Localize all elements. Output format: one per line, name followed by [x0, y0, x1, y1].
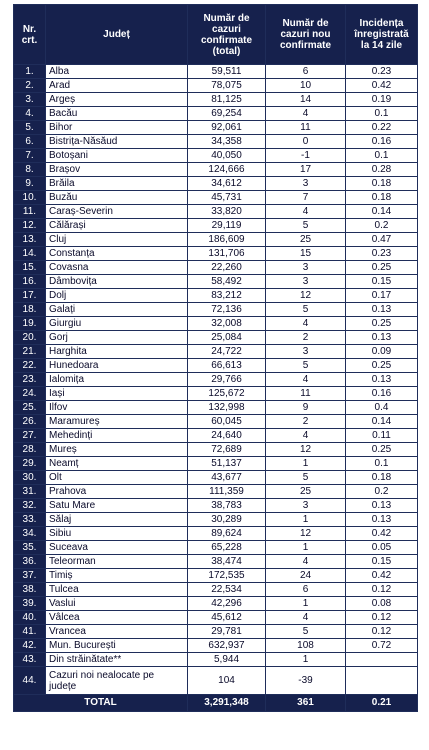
confirmed-total: 45,612 — [188, 611, 266, 625]
row-number: 18. — [14, 303, 46, 317]
incidence-14d: 0.42 — [346, 569, 418, 583]
row-number: 28. — [14, 443, 46, 457]
confirmed-total: 58,492 — [188, 275, 266, 289]
incidence-14d: 0.13 — [346, 513, 418, 527]
incidence-14d: 0.14 — [346, 415, 418, 429]
incidence-14d: 0.05 — [346, 541, 418, 555]
total-new: 361 — [266, 695, 346, 712]
incidence-14d: 0.72 — [346, 639, 418, 653]
county-name: Covasna — [46, 261, 188, 275]
county-name: Dâmbovița — [46, 275, 188, 289]
row-number: 34. — [14, 527, 46, 541]
confirmed-total: 69,254 — [188, 107, 266, 121]
confirmed-total: 632,937 — [188, 639, 266, 653]
incidence-14d: 0.25 — [346, 261, 418, 275]
new-cases: 4 — [266, 317, 346, 331]
incidence-14d: 0.25 — [346, 317, 418, 331]
new-cases: 1 — [266, 457, 346, 471]
table-row — [14, 485, 418, 499]
new-cases: 4 — [266, 373, 346, 387]
new-cases: -39 — [266, 667, 346, 695]
table-row — [14, 275, 418, 289]
new-cases: 1 — [266, 597, 346, 611]
county-name: Bistrița-Năsăud — [46, 135, 188, 149]
incidence-14d: 0.13 — [346, 303, 418, 317]
table-row — [14, 457, 418, 471]
new-cases: 9 — [266, 401, 346, 415]
confirmed-total: 60,045 — [188, 415, 266, 429]
new-cases: 5 — [266, 303, 346, 317]
table-row — [14, 555, 418, 569]
header-row — [14, 5, 418, 65]
header-nr: Nr. crt. — [14, 5, 46, 65]
confirmed-total: 29,766 — [188, 373, 266, 387]
header-incidence: Incidența înregistrată la 14 zile — [346, 5, 418, 65]
table-row — [14, 345, 418, 359]
confirmed-total: 34,612 — [188, 177, 266, 191]
row-number: 19. — [14, 317, 46, 331]
new-cases: 7 — [266, 191, 346, 205]
table-row — [14, 429, 418, 443]
new-cases: 11 — [266, 387, 346, 401]
county-name: Iași — [46, 387, 188, 401]
row-number: 25. — [14, 401, 46, 415]
total-incidence: 0.21 — [346, 695, 418, 712]
incidence-14d: 0.16 — [346, 135, 418, 149]
confirmed-total: 29,781 — [188, 625, 266, 639]
county-name: Mureș — [46, 443, 188, 457]
row-number: 44. — [14, 667, 46, 695]
confirmed-total: 172,535 — [188, 569, 266, 583]
row-number: 40. — [14, 611, 46, 625]
table-row — [14, 65, 418, 79]
confirmed-total: 38,783 — [188, 499, 266, 513]
new-cases: 25 — [266, 485, 346, 499]
confirmed-total: 186,609 — [188, 233, 266, 247]
county-name: Mun. București — [46, 639, 188, 653]
confirmed-total: 104 — [188, 667, 266, 695]
county-name: Olt — [46, 471, 188, 485]
new-cases: 2 — [266, 415, 346, 429]
incidence-14d: 0.1 — [346, 107, 418, 121]
new-cases: 14 — [266, 93, 346, 107]
incidence-14d: 0.19 — [346, 93, 418, 107]
new-cases: 3 — [266, 499, 346, 513]
row-number: 8. — [14, 163, 46, 177]
incidence-14d: 0.09 — [346, 345, 418, 359]
covid-county-table-container — [13, 4, 417, 712]
county-name: Vaslui — [46, 597, 188, 611]
table-row — [14, 191, 418, 205]
incidence-14d: 0.28 — [346, 163, 418, 177]
incidence-14d: 0.11 — [346, 429, 418, 443]
new-cases: 6 — [266, 583, 346, 597]
row-number: 24. — [14, 387, 46, 401]
row-number: 29. — [14, 457, 46, 471]
table-row — [14, 317, 418, 331]
incidence-14d: 0.08 — [346, 597, 418, 611]
table-row — [14, 205, 418, 219]
row-number: 33. — [14, 513, 46, 527]
table-row — [14, 331, 418, 345]
table-row — [14, 569, 418, 583]
incidence-14d: 0.12 — [346, 611, 418, 625]
incidence-14d: 0.15 — [346, 275, 418, 289]
table-row — [14, 387, 418, 401]
row-number: 4. — [14, 107, 46, 121]
county-name: Tulcea — [46, 583, 188, 597]
incidence-14d: 0.18 — [346, 191, 418, 205]
new-cases: 12 — [266, 289, 346, 303]
county-name: Ilfov — [46, 401, 188, 415]
row-number: 36. — [14, 555, 46, 569]
new-cases: 15 — [266, 247, 346, 261]
row-number: 43. — [14, 653, 46, 667]
confirmed-total: 34,358 — [188, 135, 266, 149]
county-name: Brașov — [46, 163, 188, 177]
new-cases: 25 — [266, 233, 346, 247]
table-row — [14, 653, 418, 667]
confirmed-total: 92,061 — [188, 121, 266, 135]
confirmed-total: 25,084 — [188, 331, 266, 345]
county-name: Giurgiu — [46, 317, 188, 331]
row-number: 12. — [14, 219, 46, 233]
county-name: Ialomița — [46, 373, 188, 387]
incidence-14d: 0.23 — [346, 65, 418, 79]
table-row — [14, 625, 418, 639]
new-cases: 1 — [266, 653, 346, 667]
new-cases: 5 — [266, 219, 346, 233]
county-name: Călărași — [46, 219, 188, 233]
row-number: 3. — [14, 93, 46, 107]
table-row — [14, 79, 418, 93]
county-name: Galați — [46, 303, 188, 317]
new-cases: 4 — [266, 205, 346, 219]
new-cases: 3 — [266, 177, 346, 191]
county-name: Caraș-Severin — [46, 205, 188, 219]
confirmed-total: 32,008 — [188, 317, 266, 331]
new-cases: 4 — [266, 555, 346, 569]
new-cases: 5 — [266, 625, 346, 639]
row-number: 41. — [14, 625, 46, 639]
table-row — [14, 359, 418, 373]
table-row — [14, 135, 418, 149]
row-number: 7. — [14, 149, 46, 163]
county-name: Prahova — [46, 485, 188, 499]
table-row — [14, 527, 418, 541]
incidence-14d: 0.13 — [346, 499, 418, 513]
new-cases: 4 — [266, 429, 346, 443]
new-cases: 1 — [266, 513, 346, 527]
table-footer — [14, 695, 418, 712]
county-name: Brăila — [46, 177, 188, 191]
confirmed-total: 125,672 — [188, 387, 266, 401]
county-name: Sălaj — [46, 513, 188, 527]
new-cases: 3 — [266, 275, 346, 289]
county-name: Dolj — [46, 289, 188, 303]
total-confirmed: 3,291,348 — [188, 695, 266, 712]
county-name: Argeș — [46, 93, 188, 107]
county-name: Constanța — [46, 247, 188, 261]
row-number: 6. — [14, 135, 46, 149]
new-cases: 5 — [266, 359, 346, 373]
county-name: Neamț — [46, 457, 188, 471]
row-number: 30. — [14, 471, 46, 485]
table-row — [14, 499, 418, 513]
confirmed-total: 5,944 — [188, 653, 266, 667]
table-row — [14, 667, 418, 695]
header-new: Număr de cazuri nou confirmate — [266, 5, 346, 65]
new-cases: 12 — [266, 527, 346, 541]
table-row — [14, 163, 418, 177]
row-number: 27. — [14, 429, 46, 443]
incidence-14d: 0.18 — [346, 177, 418, 191]
row-number: 2. — [14, 79, 46, 93]
confirmed-total: 132,998 — [188, 401, 266, 415]
incidence-14d: 0.17 — [346, 289, 418, 303]
incidence-14d: 0.15 — [346, 555, 418, 569]
new-cases: 5 — [266, 471, 346, 485]
confirmed-total: 29,119 — [188, 219, 266, 233]
row-number: 32. — [14, 499, 46, 513]
county-name: Timiș — [46, 569, 188, 583]
table-row — [14, 597, 418, 611]
incidence-14d: 0.23 — [346, 247, 418, 261]
county-name: Din străinătate** — [46, 653, 188, 667]
table-row — [14, 415, 418, 429]
confirmed-total: 89,624 — [188, 527, 266, 541]
incidence-14d: 0.13 — [346, 373, 418, 387]
new-cases: 12 — [266, 443, 346, 457]
table-row — [14, 373, 418, 387]
confirmed-total: 65,228 — [188, 541, 266, 555]
table-row — [14, 219, 418, 233]
table-row — [14, 513, 418, 527]
county-name: Cluj — [46, 233, 188, 247]
header-confirmed: Număr de cazuri confirmate (total) — [188, 5, 266, 65]
confirmed-total: 43,677 — [188, 471, 266, 485]
table-row — [14, 639, 418, 653]
row-number: 21. — [14, 345, 46, 359]
incidence-14d: 0.22 — [346, 121, 418, 135]
incidence-14d: 0.2 — [346, 219, 418, 233]
row-number: 22. — [14, 359, 46, 373]
incidence-14d: 0.42 — [346, 79, 418, 93]
total-row — [14, 695, 418, 712]
incidence-14d — [346, 653, 418, 667]
new-cases: 0 — [266, 135, 346, 149]
incidence-14d: 0.25 — [346, 443, 418, 457]
row-number: 13. — [14, 233, 46, 247]
row-number: 11. — [14, 205, 46, 219]
confirmed-total: 38,474 — [188, 555, 266, 569]
row-number: 37. — [14, 569, 46, 583]
county-name: Hunedoara — [46, 359, 188, 373]
row-number: 17. — [14, 289, 46, 303]
row-number: 35. — [14, 541, 46, 555]
confirmed-total: 40,050 — [188, 149, 266, 163]
row-number: 23. — [14, 373, 46, 387]
row-number: 5. — [14, 121, 46, 135]
table-row — [14, 289, 418, 303]
county-name: Arad — [46, 79, 188, 93]
new-cases: -1 — [266, 149, 346, 163]
new-cases: 10 — [266, 79, 346, 93]
confirmed-total: 124,666 — [188, 163, 266, 177]
new-cases: 3 — [266, 345, 346, 359]
total-label: TOTAL — [14, 695, 188, 712]
table-row — [14, 611, 418, 625]
confirmed-total: 22,534 — [188, 583, 266, 597]
county-name: Mehedinți — [46, 429, 188, 443]
confirmed-total: 66,613 — [188, 359, 266, 373]
confirmed-total: 51,137 — [188, 457, 266, 471]
confirmed-total: 59,511 — [188, 65, 266, 79]
county-name: Alba — [46, 65, 188, 79]
new-cases: 2 — [266, 331, 346, 345]
new-cases: 4 — [266, 107, 346, 121]
table-row — [14, 247, 418, 261]
new-cases: 3 — [266, 261, 346, 275]
new-cases: 108 — [266, 639, 346, 653]
incidence-14d: 0.4 — [346, 401, 418, 415]
table-row — [14, 93, 418, 107]
new-cases: 24 — [266, 569, 346, 583]
confirmed-total: 42,296 — [188, 597, 266, 611]
confirmed-total: 78,075 — [188, 79, 266, 93]
row-number: 42. — [14, 639, 46, 653]
confirmed-total: 24,722 — [188, 345, 266, 359]
confirmed-total: 33,820 — [188, 205, 266, 219]
incidence-14d: 0.18 — [346, 471, 418, 485]
table-row — [14, 401, 418, 415]
confirmed-total: 72,689 — [188, 443, 266, 457]
table-body — [14, 65, 418, 695]
table-row — [14, 233, 418, 247]
row-number: 20. — [14, 331, 46, 345]
new-cases: 4 — [266, 611, 346, 625]
table-row — [14, 107, 418, 121]
table-row — [14, 471, 418, 485]
county-name: Buzău — [46, 191, 188, 205]
county-name: Sibiu — [46, 527, 188, 541]
row-number: 39. — [14, 597, 46, 611]
confirmed-total: 111,359 — [188, 485, 266, 499]
row-number: 16. — [14, 275, 46, 289]
county-name: Vrancea — [46, 625, 188, 639]
table-row — [14, 583, 418, 597]
county-name: Botoșani — [46, 149, 188, 163]
row-number: 1. — [14, 65, 46, 79]
incidence-14d: 0.1 — [346, 457, 418, 471]
confirmed-total: 83,212 — [188, 289, 266, 303]
county-name: Vâlcea — [46, 611, 188, 625]
confirmed-total: 131,706 — [188, 247, 266, 261]
row-number: 38. — [14, 583, 46, 597]
confirmed-total: 81,125 — [188, 93, 266, 107]
table-row — [14, 261, 418, 275]
confirmed-total: 30,289 — [188, 513, 266, 527]
county-name: Harghita — [46, 345, 188, 359]
new-cases: 11 — [266, 121, 346, 135]
county-name: Maramureș — [46, 415, 188, 429]
incidence-14d: 0.2 — [346, 485, 418, 499]
incidence-14d: 0.16 — [346, 387, 418, 401]
table-header — [14, 5, 418, 65]
confirmed-total: 24,640 — [188, 429, 266, 443]
confirmed-total: 72,136 — [188, 303, 266, 317]
row-number: 10. — [14, 191, 46, 205]
row-number: 26. — [14, 415, 46, 429]
incidence-14d: 0.47 — [346, 233, 418, 247]
table-row — [14, 541, 418, 555]
incidence-14d: 0.25 — [346, 359, 418, 373]
county-name: Bihor — [46, 121, 188, 135]
county-name: Teleorman — [46, 555, 188, 569]
county-name: Bacău — [46, 107, 188, 121]
incidence-14d: 0.13 — [346, 331, 418, 345]
incidence-14d: 0.12 — [346, 583, 418, 597]
table-row — [14, 177, 418, 191]
new-cases: 17 — [266, 163, 346, 177]
incidence-14d: 0.42 — [346, 527, 418, 541]
confirmed-total: 45,731 — [188, 191, 266, 205]
incidence-14d: 0.14 — [346, 205, 418, 219]
header-county: Județ — [46, 5, 188, 65]
confirmed-total: 22,260 — [188, 261, 266, 275]
row-number: 9. — [14, 177, 46, 191]
row-number: 15. — [14, 261, 46, 275]
new-cases: 6 — [266, 65, 346, 79]
table-row — [14, 443, 418, 457]
county-name: Gorj — [46, 331, 188, 345]
incidence-14d: 0.1 — [346, 149, 418, 163]
county-name: Suceava — [46, 541, 188, 555]
new-cases: 1 — [266, 541, 346, 555]
county-name: Cazuri noi nealocate pe județe — [46, 667, 188, 695]
table-row — [14, 303, 418, 317]
county-name: Satu Mare — [46, 499, 188, 513]
row-number: 31. — [14, 485, 46, 499]
table-row — [14, 121, 418, 135]
incidence-14d: 0.12 — [346, 625, 418, 639]
table-row — [14, 149, 418, 163]
row-number: 14. — [14, 247, 46, 261]
incidence-14d — [346, 667, 418, 695]
covid-county-table — [13, 4, 418, 712]
